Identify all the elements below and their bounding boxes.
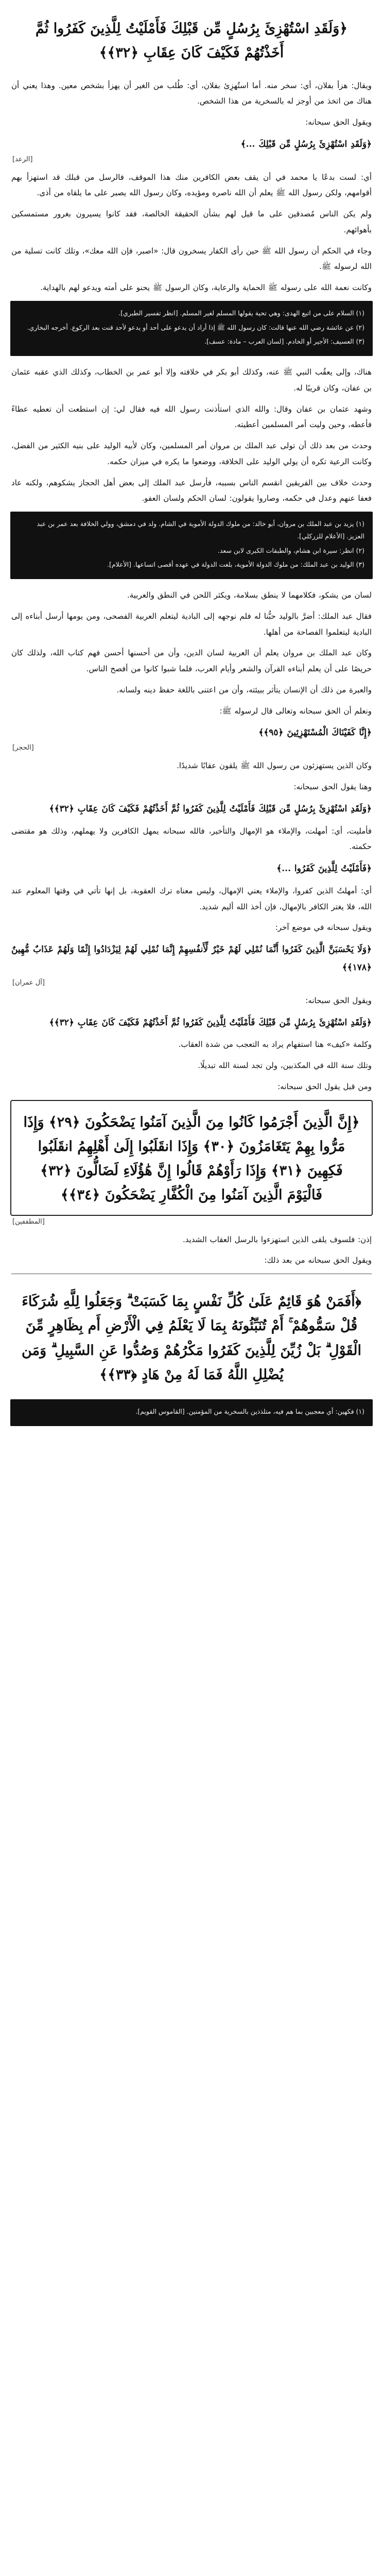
- commentary-block-6: [9, 920, 374, 986]
- paragraph: وتلك سنة الله في المكذبين، ولن تجد لسنة الله تبديلًا.: [198, 1061, 372, 1071]
- paragraph: والعبرة من ذلك أن الإنسان يتأثر ببيئته، وأن من اعتنى باللغة حفظ دينه ولسانه.: [116, 685, 372, 694]
- verse-quote: ﴿إِنَّا كَفَيْنَاكَ الْمُسْتَهْزِئِينَ ﴿٩٥﴾﴾: [258, 727, 372, 738]
- paragraph: وحدث خلاف بين الفريقين انقسم الناس بسببه، فأرسل عبد الملك إلى بعض أهل الحجاز يشكوهم، ولكنه عاد فعفا عنهم وعدل في حكمه، وصاروا يقولون: لسان الحكم ولسان العفو.: [11, 478, 372, 503]
- verse-quote: ﴿فَأَمْلَيْتُ لِلَّذِينَ كَفَرُوا ...﴾: [276, 863, 372, 874]
- footnote: (٣) العسيف: الأجير أو الخادم. [لسان العرب – مادة: عسف].: [204, 337, 364, 346]
- paragraph: أي: لست بدعًا يا محمد في أن يقف بعض الكافرين منك هذا الموقف، فالرسل من قبلك قد استهزأ بهم أقوامهم، ولكن رسول الله ﷺ يعلم أن الله ناصره ومؤيده، وكان رسول الله يصبر على ما يلقاه من أذى.: [11, 172, 372, 198]
- paragraph: أي: أمهلتُ الذين كفروا، والإملاء يعني الإمهال، وليس معناه ترك العقوبة، بل إنها تأتي في وقتها المعلوم عند الله، فلا يغتر الكافر بالإمهال، فإن أخذ الله أليم شديد.: [11, 886, 372, 911]
- commentary-block-4: [9, 587, 374, 752]
- paragraph: وكلمة «كيف» هنا استفهام يراد به التعجب من شدة العقاب.: [178, 1040, 372, 1049]
- paragraph: ومن قبل يقول الحق سبحانه:: [277, 1081, 372, 1091]
- footnote: (١) يزيد بن عبد الملك بن مروان، أبو خالد: من ملوك الدولة الأموية في الشام. ولد في دمشق، وولي الخلافة بعد عمر بن عبد العزيز. [الأعلام للزركلي].: [37, 520, 364, 540]
- commentary-block-2: [9, 243, 374, 296]
- footnote: (١) فكهين: أي معجبين بما هم فيه، متلذذين بالسخرية من المؤمنين. [القاموس القويم].: [135, 1408, 364, 1416]
- top-verse-banner: ﴿وَلَقَدِ اسْتُهْزِئَ بِرُسُلٍ مِّن قَبْلِكَ فَأَمْلَيْتُ لِلَّذِينَ كَفَرُوا ثُمَّ أَخَذْتُهُمْ فَكَيْفَ كَانَ عِقَابِ ﴿٣٢﴾﴾: [10, 7, 373, 73]
- paragraph: وشهد عثمان بن عفان وقال: والله الذي استأذنت رسول الله فيه فقال لي: إن استطعت أن تعطيه عطاءً فأعطه، وحين وليت أمر المسلمين أعطيته.: [11, 404, 372, 430]
- paragraph: ويقول سبحانه في موضع آخر:: [275, 923, 372, 933]
- footnote: (٢) عن عائشة رضي الله عنها قالت: كان رسول الله ﷺ إذا أراد أن يدعو على أحد أو يدعو لأحد قنت بعد الركوع. أخرجه البخاري.: [27, 323, 364, 331]
- surah-reference: [الحجر]: [12, 744, 34, 752]
- surah-reference: [آل عمران]: [12, 978, 45, 987]
- footnotes-section-3: [10, 1399, 373, 1426]
- paragraph: ويقول الحق سبحانه:: [305, 117, 372, 127]
- paragraph: فأمليت، أي: أمهلت، والإملاء هو الإمهال والتأخير، فالله سبحانه يمهل الكافرين ولا يهملهم، وذلك هو مقتضى حكمته.: [11, 826, 372, 852]
- paragraph: هناك، وإلى يعقُب النبي ﷺ عنه، وكذلك أبو بكر في خلافته وإلا أبو عمر بن الخطاب، وكذلك الذي عقبه عثمان بن عفان، وكان قريبًا له.: [11, 367, 372, 393]
- footnote: (٢) انظر: سيرة ابن هشام، والطبقات الكبرى لابن سعد.: [217, 546, 364, 554]
- verse-quote: ﴿وَلَقَدِ اسْتُهْزِئَ بِرُسُلٍ مِّن قَبْلِكَ ...﴾: [240, 139, 372, 149]
- commentary-block-1: [9, 78, 374, 238]
- paragraph: ولم يكن الناس مُصدقين على ما قيل لهم بشأن الحقيقة الخالصة، فقد كانوا يسيرون بغرور مستمسكين بأهوائهم.: [11, 209, 372, 234]
- commentary-block-3: [9, 364, 374, 506]
- paragraph: ويقال: هزأ بفلان، أي: سخر منه. أما استُهزِئ بفلان، أي: طُلب من الغير أن يهزأ بشخص معين. وهذا يعني أن هناك من اتخذ من أوجز له بالسخرية من هذا الشخص.: [11, 80, 372, 106]
- paragraph: ويقول الحق سبحانه من بعد ذلك:: [264, 1256, 372, 1265]
- commentary-block-7: [9, 993, 374, 1095]
- verse-quote: ﴿وَلَا يَحْسَبَنَّ الَّذِينَ كَفَرُوا أَنَّمَا نُمْلِي لَهُمْ خَيْرٌ لِّأَنفُسِهِمْ إِنَّمَا نُمْلِي لَهُمْ لِيَزْدَادُوا إِثْمًا وَلَهُمْ عَذَابٌ مُّهِينٌ ﴿١٧٨﴾﴾: [11, 944, 372, 973]
- paragraph: وحدث من بعد ذلك أن تولى عبد الملك بن مروان أمر المسلمين، وكان لأبيه الوليد على بنيه الكثير من الفضل، وكانت الرعية تكره أن يولي الوليد على الخلافة، ووضعوا ما يكره في ميزان حكمه.: [11, 441, 372, 466]
- paragraph: لسان من يشكو، فكلامهما لا ينطق بسلامة، ويكثر اللحن في النطق والعربية.: [127, 590, 372, 600]
- footnotes-section-2: [10, 512, 373, 579]
- paragraph: وكان الذين يستهزئون من رسول الله ﷺ يلقون عقابًا شديدًا.: [177, 761, 372, 771]
- verse-quote: ﴿وَلَقَدِ اسْتُهْزِئَ بِرُسُلٍ مِّن قَبْلِكَ فَأَمْلَيْتُ لِلَّذِينَ كَفَرُوا ثُمَّ أَخَذْتُهُمْ فَكَيْفَ كَانَ عِقَابِ ﴿٣٢﴾﴾: [49, 803, 372, 814]
- footnotes-section-1: [10, 301, 373, 356]
- bottom-verse-banner: ﴿أَفَمَنْ هُوَ قَائِمٌ عَلَىٰ كُلِّ نَفْسٍ بِمَا كَسَبَتْ ۗ وَجَعَلُوا لِلَّهِ شُرَكَاءَ قُلْ سَمُّوهُمْ ۚ أَمْ تُنَبِّئُونَهُ بِمَا لَا يَعْلَمُ فِي الْأَرْضِ أَم بِظَاهِرٍ مِّنَ الْقَوْلِ ۗ بَلْ زُيِّنَ لِلَّذِينَ كَفَرُوا مَكْرُهُمْ وَصُدُّوا عَنِ السَّبِيلِ ۗ وَمَن يُضْلِلِ اللَّهُ فَمَا لَهُ مِنْ هَادٍ ﴿٣٣﴾﴾: [10, 1280, 373, 1394]
- paragraph: وكانت نعمة الله على رسوله ﷺ الحماية والرعاية، وكان الرسول ﷺ يحنو على أمته ويدعو لهم بالهداية.: [40, 283, 372, 293]
- paragraph: إذن: فلسوف يلقى الذين استهزءوا بالرسل العقاب الشديد.: [182, 1234, 372, 1244]
- paragraph: ويقول الحق سبحانه:: [305, 995, 372, 1005]
- commentary-block-8: [9, 1232, 374, 1269]
- verse-box: ﴿إِنَّ الَّذِينَ أَجْرَمُوا كَانُوا مِنَ الَّذِينَ آمَنُوا يَضْحَكُونَ ﴿٢٩﴾ وَإِذَا مَرُّوا بِهِمْ يَتَغَامَزُونَ ﴿٣٠﴾ وَإِذَا انقَلَبُوا إِلَىٰ أَهْلِهِمُ انقَلَبُوا فَكِهِينَ ﴿٣١﴾ وَإِذَا رَأَوْهُمْ قَالُوا إِنَّ هَٰؤُلَاءِ لَضَالُّونَ ﴿٣٢﴾ فَالْيَوْمَ الَّذِينَ آمَنُوا مِنَ الْكُفَّارِ يَضْحَكُونَ ﴿٣٤﴾﴾: [10, 1100, 373, 1216]
- surah-reference: [المطففين]: [12, 1217, 45, 1226]
- footnote: (١) السلام على من اتبع الهدى: وهي تحية يقولها المسلم لغير المسلم. [انظر تفسير الطبري].: [118, 309, 364, 317]
- surah-reference: [الرعد]: [12, 155, 33, 163]
- verse-quote: ﴿وَلَقَدِ اسْتُهْزِئَ بِرُسُلٍ مِّن قَبْلِكَ فَأَمْلَيْتُ لِلَّذِينَ كَفَرُوا ثُمَّ أَخَذْتُهُمْ فَكَيْفَ كَانَ عِقَابِ ﴿٣٢﴾﴾: [49, 1017, 372, 1028]
- paragraph: وهنا يقول الحق سبحانه:: [293, 782, 372, 791]
- paragraph: وجاء في الحكم أن رسول الله ﷺ حين رأى الكفار يسخرون قال: «اصبر، فإن الله معك»، وتلك كانت تسلية من الله لرسوله ﷺ.: [11, 246, 372, 272]
- commentary-block-5: [9, 758, 374, 914]
- footnote: (٣) الوليد بن عبد الملك: من ملوك الدولة الأموية، بلغت الدولة في عهده أقصى اتساعها. [الأعلام].: [107, 561, 364, 569]
- paragraph: وكان عبد الملك بن مروان يعلم أن العربية لسان الدين، وأن من أحسنها أحسن فهم كتاب الله، ولذلك كان حريصًا على أن يعلم أبناءه القرآن والشعر وأيام العرب، فلما شبوا كانوا من أفصح الناس.: [11, 648, 372, 674]
- paragraph: فقال عبد الملك: أضرَّ بالوليد حبُّنا له فلم نوجهه إلى البادية ليتعلم العربية الفصحى، ومن يومها أرسل أبناءه إلى البادية ليتعلموا الفصاحة من أهلها.: [11, 611, 372, 637]
- paragraph: ونعلم أن الحق سبحانه وتعالى قال لرسوله ﷺ:: [219, 706, 372, 716]
